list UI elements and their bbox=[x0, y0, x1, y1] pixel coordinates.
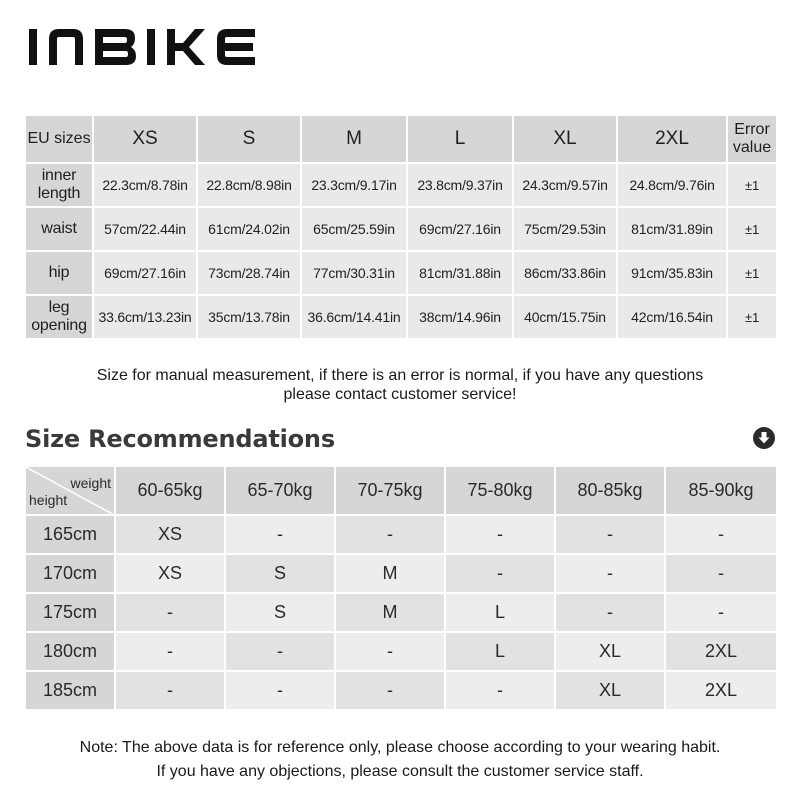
size-cell: XL bbox=[555, 632, 665, 671]
size-cell: XS bbox=[115, 554, 225, 593]
size-cell: - bbox=[555, 593, 665, 632]
table-row bbox=[25, 515, 777, 554]
measurement-cell: 35cm/13.78in bbox=[197, 295, 301, 339]
weight-header: 85-90kg bbox=[665, 466, 777, 515]
size-header: M bbox=[301, 115, 407, 163]
height-label: 180cm bbox=[25, 632, 115, 671]
size-cell: - bbox=[665, 515, 777, 554]
measurement-label: inner length bbox=[25, 163, 93, 207]
measurement-cell: 33.6cm/13.23in bbox=[93, 295, 197, 339]
table-row bbox=[25, 163, 777, 207]
arrow-down-circle-icon bbox=[753, 427, 775, 449]
size-cell: - bbox=[115, 632, 225, 671]
size-recommendation-table bbox=[24, 465, 778, 711]
size-cell: - bbox=[445, 515, 555, 554]
measurement-cell: 75cm/29.53in bbox=[513, 207, 617, 251]
table-row bbox=[25, 251, 777, 295]
size-cell: - bbox=[225, 515, 335, 554]
measurement-label: hip bbox=[25, 251, 93, 295]
height-label: 175cm bbox=[25, 593, 115, 632]
size-cell: - bbox=[335, 632, 445, 671]
size-header: XS bbox=[93, 115, 197, 163]
table-row bbox=[25, 593, 777, 632]
size-cell: L bbox=[445, 632, 555, 671]
size-cell: S bbox=[225, 554, 335, 593]
weight-header: 80-85kg bbox=[555, 466, 665, 515]
size-header: XL bbox=[513, 115, 617, 163]
size-header: S bbox=[197, 115, 301, 163]
weight-header: 75-80kg bbox=[445, 466, 555, 515]
size-cell: 2XL bbox=[665, 671, 777, 710]
size-header-row bbox=[25, 115, 777, 163]
height-label: 165cm bbox=[25, 515, 115, 554]
height-label: 170cm bbox=[25, 554, 115, 593]
table-row bbox=[25, 554, 777, 593]
eu-sizes-header: EU sizes bbox=[25, 115, 93, 163]
inbike-logo-graphic bbox=[29, 28, 255, 66]
measurement-label: waist bbox=[25, 207, 93, 251]
size-cell: XS bbox=[115, 515, 225, 554]
table-row bbox=[25, 295, 777, 339]
measurement-cell: 57cm/22.44in bbox=[93, 207, 197, 251]
size-cell: - bbox=[115, 671, 225, 710]
weight-header: 70-75kg bbox=[335, 466, 445, 515]
table-row bbox=[25, 207, 777, 251]
note-line: Size for manual measurement, if there is an error is normal, if you have any questions bbox=[96, 367, 704, 384]
measurement-cell: 77cm/30.31in bbox=[301, 251, 407, 295]
error-cell: ±1 bbox=[727, 163, 777, 207]
weight-header: 65-70kg bbox=[225, 466, 335, 515]
note-line: please contact customer service! bbox=[283, 386, 517, 403]
size-header: L bbox=[407, 115, 513, 163]
size-cell: - bbox=[335, 671, 445, 710]
table-row bbox=[25, 632, 777, 671]
size-cell: 2XL bbox=[665, 632, 777, 671]
size-cell: M bbox=[335, 554, 445, 593]
size-cell: - bbox=[335, 515, 445, 554]
measurement-cell: 91cm/35.83in bbox=[617, 251, 727, 295]
error-cell: ±1 bbox=[727, 207, 777, 251]
measurement-cell: 23.8cm/9.37in bbox=[407, 163, 513, 207]
size-cell: XL bbox=[555, 671, 665, 710]
measurement-cell: 81cm/31.89in bbox=[617, 207, 727, 251]
size-cell: - bbox=[115, 593, 225, 632]
size-chart-table bbox=[24, 114, 778, 340]
size-cell: - bbox=[665, 593, 777, 632]
error-value-header: Error value bbox=[727, 115, 777, 163]
manual-measurement-note bbox=[0, 366, 800, 404]
measurement-cell: 22.3cm/8.78in bbox=[93, 163, 197, 207]
size-cell: - bbox=[445, 554, 555, 593]
measurement-label: leg opening bbox=[25, 295, 93, 339]
size-cell: - bbox=[665, 554, 777, 593]
measurement-cell: 38cm/14.96in bbox=[407, 295, 513, 339]
size-cell: - bbox=[555, 554, 665, 593]
measurement-cell: 86cm/33.86in bbox=[513, 251, 617, 295]
size-header: 2XL bbox=[617, 115, 727, 163]
measurement-cell: 69cm/27.16in bbox=[407, 207, 513, 251]
measurement-cell: 40cm/15.75in bbox=[513, 295, 617, 339]
measurement-cell: 22.8cm/8.98in bbox=[197, 163, 301, 207]
measurement-cell: 23.3cm/9.17in bbox=[301, 163, 407, 207]
height-axis-label: height bbox=[29, 492, 68, 508]
height-label: 185cm bbox=[25, 671, 115, 710]
note-line: If you have any objections, please consult the customer service staff. bbox=[156, 763, 644, 780]
size-cell: S bbox=[225, 593, 335, 632]
measurement-cell: 24.8cm/9.76in bbox=[617, 163, 727, 207]
size-cell: - bbox=[555, 515, 665, 554]
measurement-cell: 42cm/16.54in bbox=[617, 295, 727, 339]
size-recommendations-title: Size Recommendations bbox=[25, 425, 335, 453]
error-cell: ±1 bbox=[727, 295, 777, 339]
size-cell: - bbox=[445, 671, 555, 710]
weight-header: 60-65kg bbox=[115, 466, 225, 515]
measurement-cell: 36.6cm/14.41in bbox=[301, 295, 407, 339]
measurement-cell: 24.3cm/9.57in bbox=[513, 163, 617, 207]
size-cell: - bbox=[225, 671, 335, 710]
table-row bbox=[25, 671, 777, 710]
measurement-cell: 69cm/27.16in bbox=[93, 251, 197, 295]
brand-logo bbox=[29, 28, 255, 66]
size-cell: L bbox=[445, 593, 555, 632]
note-line: Note: The above data is for reference only, please choose according to your wearing habit. bbox=[79, 739, 721, 756]
size-cell: M bbox=[335, 593, 445, 632]
weight-axis-label: weight bbox=[70, 475, 111, 491]
measurement-cell: 73cm/28.74in bbox=[197, 251, 301, 295]
weight-header-row bbox=[25, 466, 777, 515]
measurement-cell: 61cm/24.02in bbox=[197, 207, 301, 251]
measurement-cell: 81cm/31.88in bbox=[407, 251, 513, 295]
measurement-cell: 65cm/25.59in bbox=[301, 207, 407, 251]
size-cell: - bbox=[225, 632, 335, 671]
error-cell: ±1 bbox=[727, 251, 777, 295]
weight-height-corner bbox=[25, 466, 115, 515]
reference-note bbox=[0, 736, 800, 784]
